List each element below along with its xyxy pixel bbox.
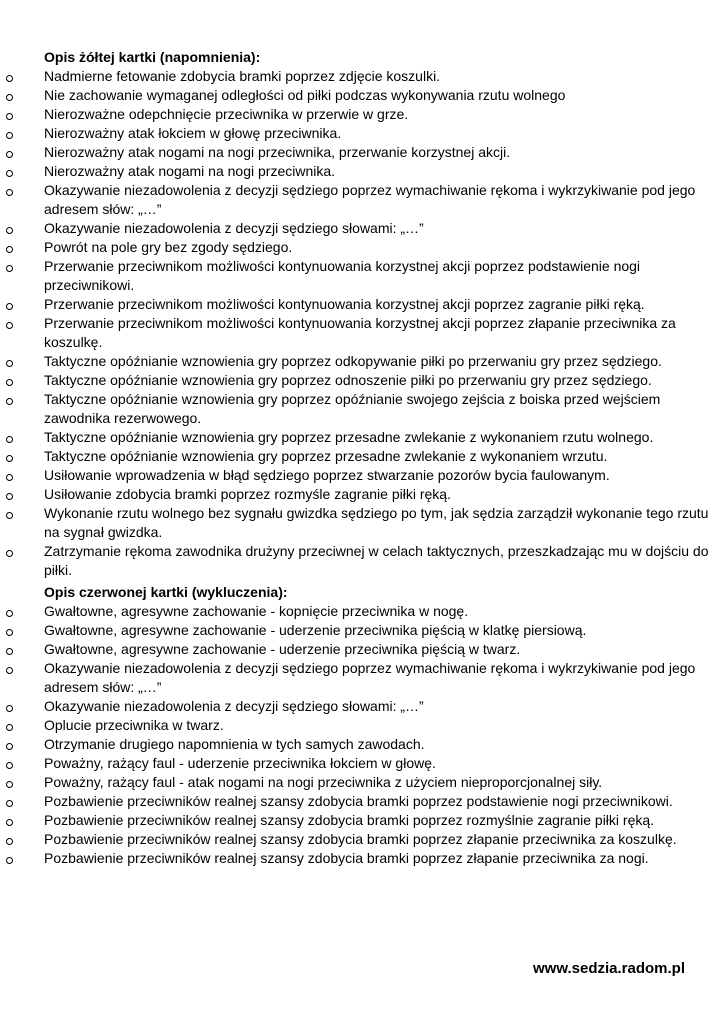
bullet-icon [6, 265, 13, 272]
bullet-icon [6, 189, 13, 196]
bullet-icon [6, 800, 13, 807]
list-item: Przerwanie przeciwnikom możliwości kontynuowania korzystnej akcji poprzez zagranie piłki ręką. [0, 295, 725, 314]
bullet-icon [6, 857, 13, 864]
bullet-icon [6, 781, 13, 788]
red-card-heading: Opis czerwonej kartki (wykluczenia): [44, 584, 288, 600]
bullet-icon [6, 724, 13, 731]
bullet-icon [6, 398, 13, 405]
list-item: Nadmierne fetowanie zdobycia bramki poprzez zdjęcie koszulki. [0, 67, 725, 86]
bullet-icon [6, 436, 13, 443]
yellow-card-list [0, 67, 725, 580]
list-item: Nie zachowanie wymaganej odległości od piłki podczas wykonywania rzutu wolnego [0, 86, 725, 105]
list-item: Taktyczne opóźnianie wznowienia gry poprzez przesadne zwlekanie z wykonaniem wrzutu. [0, 447, 725, 466]
list-item: Usiłowanie wprowadzenia w błąd sędziego poprzez stwarzanie pozorów bycia faulowanym. [0, 466, 725, 485]
bullet-icon [6, 322, 13, 329]
list-item: Gwałtowne, agresywne zachowanie - uderzenie przeciwnika pięścią w klatkę piersiową. [0, 621, 725, 640]
bullet-icon [6, 360, 13, 367]
document-page [0, 48, 725, 868]
bullet-icon [6, 132, 13, 139]
bullet-icon [6, 512, 13, 519]
bullet-icon [6, 838, 13, 845]
list-item: Okazywanie niezadowolenia z decyzji sędziego poprzez wymachiwanie rękoma i wykrzykiwanie pod jego adresem słów: „…” [0, 181, 725, 219]
bullet-icon [6, 762, 13, 769]
bullet-icon [6, 705, 13, 712]
bullet-icon [6, 227, 13, 234]
list-item: Taktyczne opóźnianie wznowienia gry poprzez odkopywanie piłki po przerwaniu gry przez sędziego. [0, 352, 725, 371]
list-item: Poważny, rażący faul - uderzenie przeciwnika łokciem w głowę. [0, 754, 725, 773]
list-item: Otrzymanie drugiego napomnienia w tych samych zawodach. [0, 735, 725, 754]
list-item: Okazywanie niezadowolenia z decyzji sędziego słowami: „…” [0, 697, 725, 716]
bullet-icon [6, 379, 13, 386]
list-item: Gwałtowne, agresywne zachowanie - uderzenie przeciwnika pięścią w twarz. [0, 640, 725, 659]
list-item: Pozbawienie przeciwników realnej szansy zdobycia bramki poprzez złapanie przeciwnika za nogi. [0, 849, 725, 868]
bullet-icon [6, 94, 13, 101]
list-item: Oplucie przeciwnika w twarz. [0, 716, 725, 735]
bullet-icon [6, 474, 13, 481]
bullet-icon [6, 303, 13, 310]
list-item: Gwałtowne, agresywne zachowanie - kopnięcie przeciwnika w nogę. [0, 602, 725, 621]
yellow-card-heading: Opis żółtej kartki (napomnienia): [44, 49, 261, 65]
list-item: Zatrzymanie rękoma zawodnika drużyny przeciwnej w celach taktycznych, przeszkadzając mu w dojściu do piłki. [0, 542, 725, 580]
list-item: Przerwanie przeciwnikom możliwości kontynuowania korzystnej akcji poprzez podstawienie nogi przeciwnikowi. [0, 257, 725, 295]
list-item: Taktyczne opóźnianie wznowienia gry poprzez odnoszenie piłki po przerwaniu gry przez sędziego. [0, 371, 725, 390]
bullet-icon [6, 610, 13, 617]
red-card-list [0, 602, 725, 868]
bullet-icon [6, 550, 13, 557]
list-item: Nierozważne odepchnięcie przeciwnika w przerwie w grze. [0, 105, 725, 124]
list-item: Taktyczne opóźnianie wznowienia gry poprzez przesadne zwlekanie z wykonaniem rzutu wolnego. [0, 428, 725, 447]
list-item: Nierozważny atak łokciem w głowę przeciwnika. [0, 124, 725, 143]
list-item: Okazywanie niezadowolenia z decyzji sędziego słowami: „…” [0, 219, 725, 238]
list-item: Nierozważny atak nogami na nogi przeciwnika. [0, 162, 725, 181]
bullet-icon [6, 170, 13, 177]
list-item: Przerwanie przeciwnikom możliwości kontynuowania korzystnej akcji poprzez złapanie przeciwnika za koszulkę. [0, 314, 725, 352]
bullet-icon [6, 113, 13, 120]
bullet-icon [6, 151, 13, 158]
list-item: Usiłowanie zdobycia bramki poprzez rozmyśle zagranie piłki ręką. [0, 485, 725, 504]
list-item: Poważny, rażący faul - atak nogami na nogi przeciwnika z użyciem nieproporcjonalnej siły. [0, 773, 725, 792]
list-item: Taktyczne opóźnianie wznowienia gry poprzez opóźnianie swojego zejścia z boiska przed wejściem zawodnika rezerwowego. [0, 390, 725, 428]
list-item: Wykonanie rzutu wolnego bez sygnału gwizdka sędziego po tym, jak sędzia zarządził wykonanie tego rzutu na sygnał gwizdka. [0, 504, 725, 542]
list-item: Pozbawienie przeciwników realnej szansy zdobycia bramki poprzez złapanie przeciwnika za koszulkę. [0, 830, 725, 849]
bullet-icon [6, 819, 13, 826]
bullet-icon [6, 648, 13, 655]
bullet-icon [6, 455, 13, 462]
list-item: Pozbawienie przeciwników realnej szansy zdobycia bramki poprzez rozmyślnie zagranie piłki ręką. [0, 811, 725, 830]
bullet-icon [6, 493, 13, 500]
list-item: Powrót na pole gry bez zgody sędziego. [0, 238, 725, 257]
footer-website: www.sedzia.radom.pl [533, 960, 685, 977]
bullet-icon [6, 667, 13, 674]
bullet-icon [6, 743, 13, 750]
list-item: Okazywanie niezadowolenia z decyzji sędziego poprzez wymachiwanie rękoma i wykrzykiwanie pod jego adresem słów: „…” [0, 659, 725, 697]
bullet-icon [6, 75, 13, 82]
list-item: Pozbawienie przeciwników realnej szansy zdobycia bramki poprzez podstawienie nogi przeciwnikowi. [0, 792, 725, 811]
bullet-icon [6, 246, 13, 253]
bullet-icon [6, 629, 13, 636]
list-item: Nierozważny atak nogami na nogi przeciwnika, przerwanie korzystnej akcji. [0, 143, 725, 162]
